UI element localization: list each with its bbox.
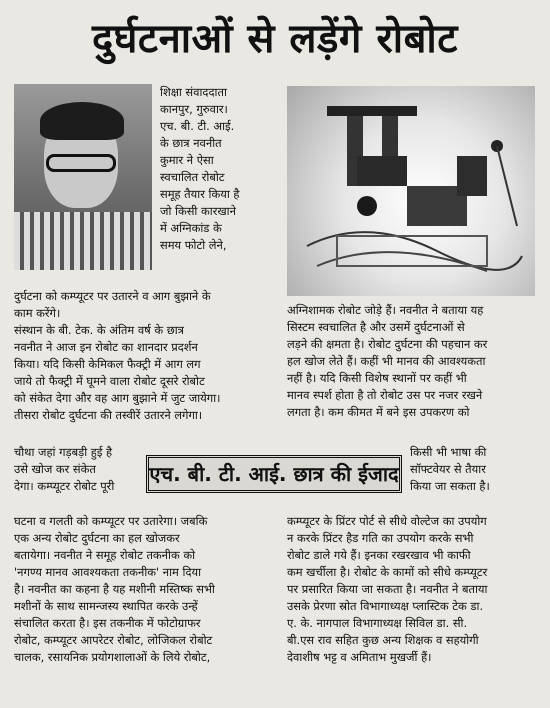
article-line: 'नगण्य मानव आवश्यकता तकनीक' नाम दिया [14, 565, 202, 579]
left-column-short [14, 444, 142, 495]
article-line: किया जा सकता है। [410, 479, 490, 493]
article-line: ए. के. नागपाल विभागाध्यक्ष सिविल डा. सी. [287, 616, 468, 630]
left-column-bottom [14, 513, 278, 666]
article-line: न करके प्रिंटर हैड गति का उपयोग करके सभी [287, 531, 474, 545]
intro-line: समूह तैयार किया है [160, 187, 240, 201]
student-photo [14, 84, 152, 270]
intro-line: जो किसी कारखाने [160, 204, 236, 218]
intro-column [160, 84, 278, 254]
article-line: लगता है। कम कीमत में बने इस उपकरण को [287, 405, 470, 419]
right-column-bottom [287, 513, 537, 666]
article-line: संस्थान के बी. टेक. के अंतिम वर्ष के छात्र [14, 323, 184, 337]
article-line: बी.एस राव सहित कुछ अन्य शिक्षक व सहयोगी [287, 633, 479, 647]
left-column-top [14, 288, 278, 424]
robot-photo [287, 86, 535, 296]
article-line: उसे खोज कर संकेत [14, 462, 96, 476]
article-line: काम करेंगे। [14, 306, 61, 320]
intro-line: शिक्षा संवाददाता [160, 85, 227, 99]
article-line: देवाशीष भट्ट व अमिताभ मुखर्जी हैं। [287, 650, 432, 664]
article-line: है। नवनीत का कहना है यह मशीनी मस्तिष्क सभी [14, 582, 215, 596]
article-line: लड़ने की क्षमता है। रोबोट दुर्घटना की पहचान कर [287, 337, 488, 351]
subheading-banner: एच. बी. टी. आई. छात्र की ईजाद [146, 455, 402, 493]
article-line: घटना व गलती को कम्प्यूटर पर उतारेगा। जबकि [14, 514, 208, 528]
headline: दुर्घटनाओं से लड़ेंगे रोबोट [92, 16, 458, 62]
intro-line: में अग्निकांड के [160, 221, 222, 235]
intro-line: समय फोटो लेने, [160, 238, 227, 252]
intro-line: कुमार ने ऐसा [160, 153, 214, 167]
article-line: कम खर्चीला है। रोबोट के कामों को सीधे कम्प्यूटर [287, 565, 488, 579]
article-line: देगा। कम्प्यूटर रोबोट पूरी [14, 479, 115, 493]
intro-line: के छात्र नवनीत [160, 136, 222, 150]
article-line: पर प्रसारित किया जा सकता है। नवनीत ने बताया [287, 582, 488, 596]
article-line: को संकेत देगा और वह आग बुझाने में जुट जायेगा। [14, 391, 221, 405]
article-line: नवनीत ने आज इन रोबोट का शानदार प्रदर्शन [14, 340, 198, 354]
article-line: रोबोट डाले गये हैं। इनका रखरखाव भी काफी [287, 548, 471, 562]
intro-line: स्वचालित रोबोट [160, 170, 225, 184]
article-line: कम्प्यूटर के प्रिंटर पोर्ट से सीधे वोल्टेज का उपयोग [287, 514, 487, 528]
article-line: मानव स्पर्श होता है तो रोबोट उस पर नजर रखने [287, 388, 483, 402]
article-line: किसी भी भाषा की [410, 445, 487, 459]
article-line: एक अन्य रोबोट दुर्घटना का हल खोजकर [14, 531, 180, 545]
article-line: उसके प्रेरणा स्रोत विभागाध्यक्ष प्लास्टिक टेक डा. [287, 599, 484, 613]
right-column-top [287, 302, 537, 421]
article-line: सॉफ्टवेयर से तैयार [410, 462, 486, 476]
article-line: जाये तो फैक्ट्री में घूमने वाला रोबोट दूसरे रोबोट [14, 374, 205, 388]
article-line: चौथा जहां गड़बड़ी हुई है [14, 445, 113, 459]
intro-line: कानपुर, गुरुवार। [160, 102, 228, 116]
article-line: तीसरा रोबोट दुर्घटना की तस्वीरें उतारने लगेगा। [14, 408, 203, 422]
article-line: बतायेगा। नवनीत ने समूह रोबोट तकनीक को [14, 548, 196, 562]
article-line: नहीं है। यदि किसी विशेष स्थानों पर कहीं भी [287, 371, 467, 385]
article-line: हल खोज लेते हैं। कहीं भी मानव की आवश्यकता [287, 354, 486, 368]
article-line: मशीनों के साथ सामन्जस्य स्थापित करके उन्हें [14, 599, 198, 613]
right-column-short [410, 444, 538, 495]
article-line: चालक, रसायनिक प्रयोगशालाओं के लिये रोबोट, [14, 650, 211, 664]
intro-line: एच. बी. टी. आई. [160, 119, 235, 133]
article-line: रोबोट, कम्प्यूटर आपरेटर रोबोट, लोजिकल रोबोट [14, 633, 213, 647]
article-line: सिस्टम स्वचालित है और उसमें दुर्घटनाओं से [287, 320, 465, 334]
article-line: संचालित करता है। इस तकनीक में फोटोग्राफर [14, 616, 201, 630]
article-line: किया। यदि किसी केमिकल फैक्ट्री में आग लग [14, 357, 201, 371]
article-line: दुर्घटना को कम्प्यूटर पर उतारने व आग बुझाने के [14, 289, 211, 303]
article-line: अग्निशामक रोबोट जोड़े हैं। नवनीत ने बताया यह [287, 303, 484, 317]
